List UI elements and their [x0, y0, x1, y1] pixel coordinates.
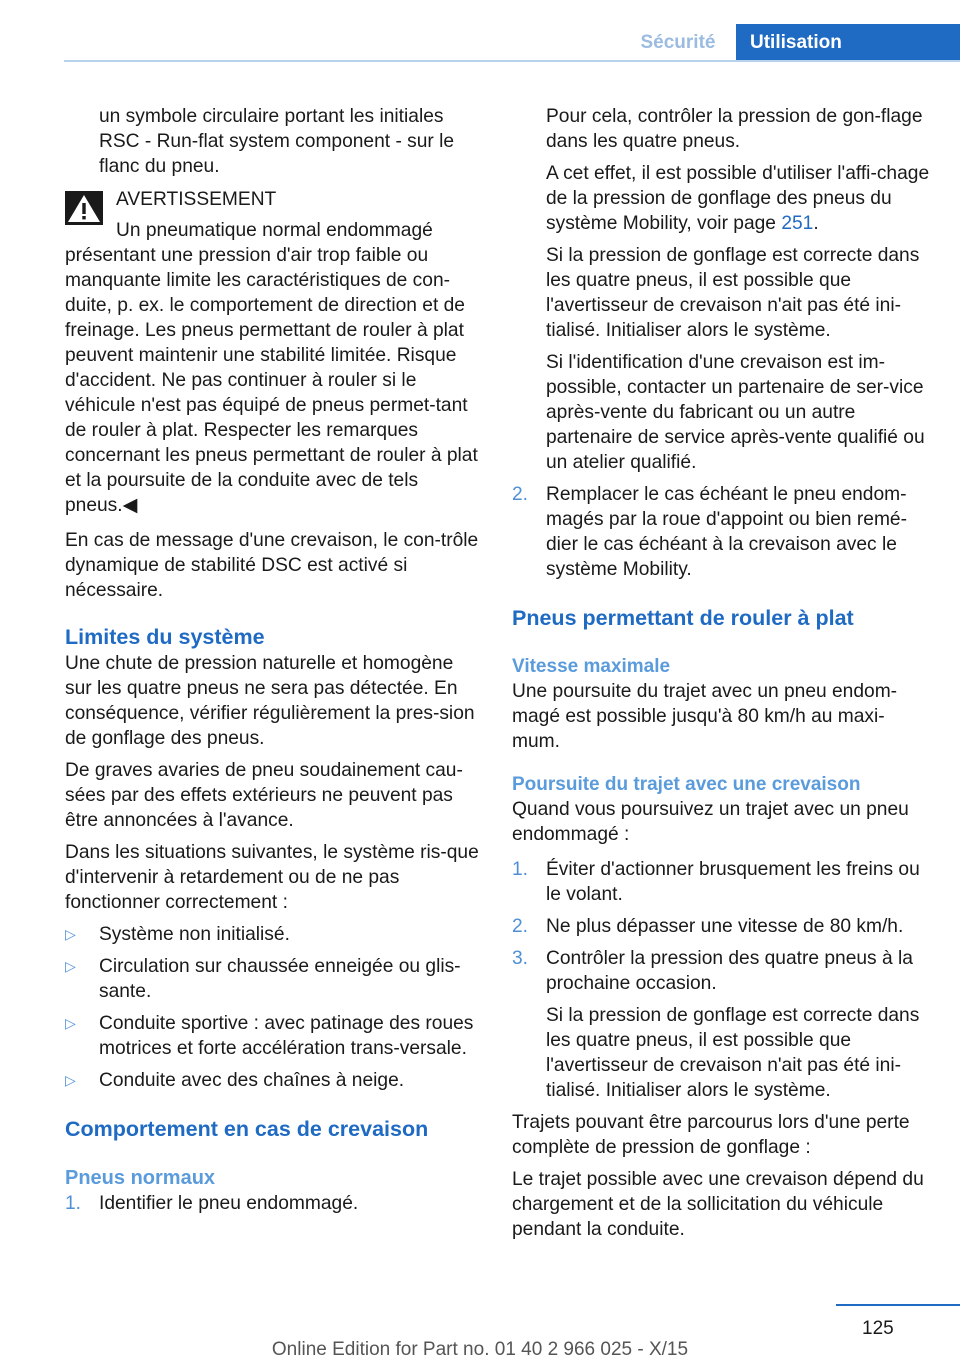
warning-first-line: Un pneumatique normal endommagé	[116, 220, 433, 241]
header-tab-utilisation[interactable]: Utilisation	[736, 24, 960, 62]
limites-paragraph-1: Une chute de pression naturelle et homogène sur les quatre pneus ne sera pas détectée. En conséquence, vérifier régulièrement la pres-sion de gonflage des pneus.	[65, 653, 475, 749]
list-item: ▷ Circulation sur chaussée enneigée ou glis-sante.	[65, 956, 461, 1002]
comportement-heading: Comportement en cas de crevaison	[65, 1117, 429, 1141]
step1-continued-p3: Si la pression de gonflage est correcte dans les quatre pneus, il est possible que l'avertisseur de crevaison n'ait pas été ini-tialisé. Initialiser alors le système.	[546, 245, 920, 341]
step3-note: Si la pression de gonflage est correcte dans les quatre pneus, il est possible que l'avertisseur de crevaison n'ait pas été ini-tialisé. Initialiser alors le système.	[546, 1005, 920, 1101]
page-link-251[interactable]: 251	[781, 213, 814, 234]
limites-heading: Limites du système	[65, 625, 265, 649]
list-item: ▷ Système non initialisé.	[65, 924, 290, 945]
list-item: 1. Identifier le pneu endommagé.	[65, 1193, 359, 1214]
poursuite-heading: Poursuite du trajet avec une crevaison	[512, 774, 861, 795]
vitesse-paragraph: Une poursuite du trajet avec un pneu endom-magé est possible jusqu'à 80 km/h au maxi-mum.	[512, 681, 898, 752]
trajet-possible-paragraph: Le trajet possible avec une crevaison dépend du chargement et de la sollicitation du véhicule pendant la conduite.	[512, 1169, 924, 1240]
list-item: 3. Contrôler la pression des quatre pneus à la prochaine occasion. Si la pression de gonflage est correcte dans les quatre pneus, il est possible que l'avertisseur de crevaison n'ait pas été ini-tialisé. Initialiser alors le système.	[512, 946, 932, 1103]
warning-triangle-icon	[65, 191, 103, 225]
warning-text: présentant une pression d'air trop faible ou manquante limite les caractéristiques de con-duite, p. ex. le comportement de direction et de freinage. Les pneus permettant de rouler à plat peuvent maintenir une stabilité limitée. Risque d'accident. Ne pas continuer à rouler si le véhicule n'est pas équipé de pneus permet-tant de rouler à plat. Respecter les remarques concernant les pneus permettant de rouler à plat et la poursuite de la conduite avec de tels pneus.◀	[65, 245, 478, 516]
poursuite-paragraph: Quand vous poursuivez un trajet avec un pneu endommagé :	[512, 799, 909, 845]
footer-rule	[836, 1304, 960, 1306]
list-item: ▷ Conduite avec des chaînes à neige.	[65, 1070, 405, 1091]
poursuite-steps	[512, 857, 932, 1103]
bullet-triangle-icon: ▷	[65, 1072, 76, 1088]
bullet-triangle-icon: ▷	[65, 1015, 76, 1031]
limites-bullet-list	[65, 922, 480, 1093]
warning-title: AVERTISSEMENT	[116, 189, 277, 210]
bullet-triangle-icon: ▷	[65, 958, 76, 974]
limites-paragraph-2: De graves avaries de pneu soudainement cau-sées par des effets extérieurs ne peuvent pas être annoncées à l'avance.	[65, 760, 463, 831]
trajets-paragraph: Trajets pouvant être parcourus lors d'une perte complète de pression de gonflage :	[512, 1112, 910, 1158]
limites-paragraph-3: Dans les situations suivantes, le système ris-que d'intervenir à retardement ou de ne pas fonctionner correctement :	[65, 842, 479, 913]
vitesse-heading: Vitesse maximale	[512, 656, 671, 677]
pneus-normaux-heading: Pneus normaux	[65, 1167, 216, 1189]
dsc-paragraph: En cas de message d'une crevaison, le con-trôle dynamique de stabilité DSC est activé si nécessaire.	[65, 530, 479, 601]
right-column	[512, 104, 932, 1249]
step1-continued-p4: Si l'identification d'une crevaison est im-possible, contacter un partenaire de ser-vice après-vente du fabricant ou un autre partenaire de service après-vente qualifié ou un atelier qualifié.	[546, 352, 925, 473]
list-item: 1. Éviter d'actionner brusquement les freins ou le volant.	[512, 859, 920, 905]
pneus-normaux-steps	[65, 1191, 480, 1216]
edition-footer: Online Edition for Part no. 01 40 2 966 025 - X/15	[271, 1339, 689, 1360]
left-column	[65, 104, 480, 1223]
list-item: 2. Remplacer le cas échéant le pneu endom-magés par la roue d'appoint ou bien remé-dier le cas échéant à la crevaison avec le système Mobility.	[512, 484, 907, 580]
warning-block	[65, 187, 480, 518]
header-tab-securite[interactable]: Sécurité	[640, 32, 716, 53]
list-item: ▷ Conduite sportive : avec patinage des roues motrices et forte accélération trans-versale.	[65, 1013, 474, 1059]
step1-continued-p1: Pour cela, contrôler la pression de gon-flage dans les quatre pneus.	[546, 106, 923, 152]
runflat-heading: Pneus permettant de rouler à plat	[512, 606, 854, 630]
step1-continued-p2: A cet effet, il est possible d'utiliser l'affi-chage de la pression de gonflage des pneus du système Mobility, voir page 251.	[546, 163, 930, 234]
rsc-paragraph: un symbole circulaire portant les initiales RSC - Run-flat system component - sur le flanc du pneu.	[99, 106, 455, 177]
pneus-normaux-steps-cont	[512, 482, 932, 582]
header-rule	[64, 60, 960, 62]
list-item: 2. Ne plus dépasser une vitesse de 80 km/h.	[512, 916, 904, 937]
bullet-triangle-icon: ▷	[65, 926, 76, 942]
page-number: 125	[862, 1318, 894, 1339]
